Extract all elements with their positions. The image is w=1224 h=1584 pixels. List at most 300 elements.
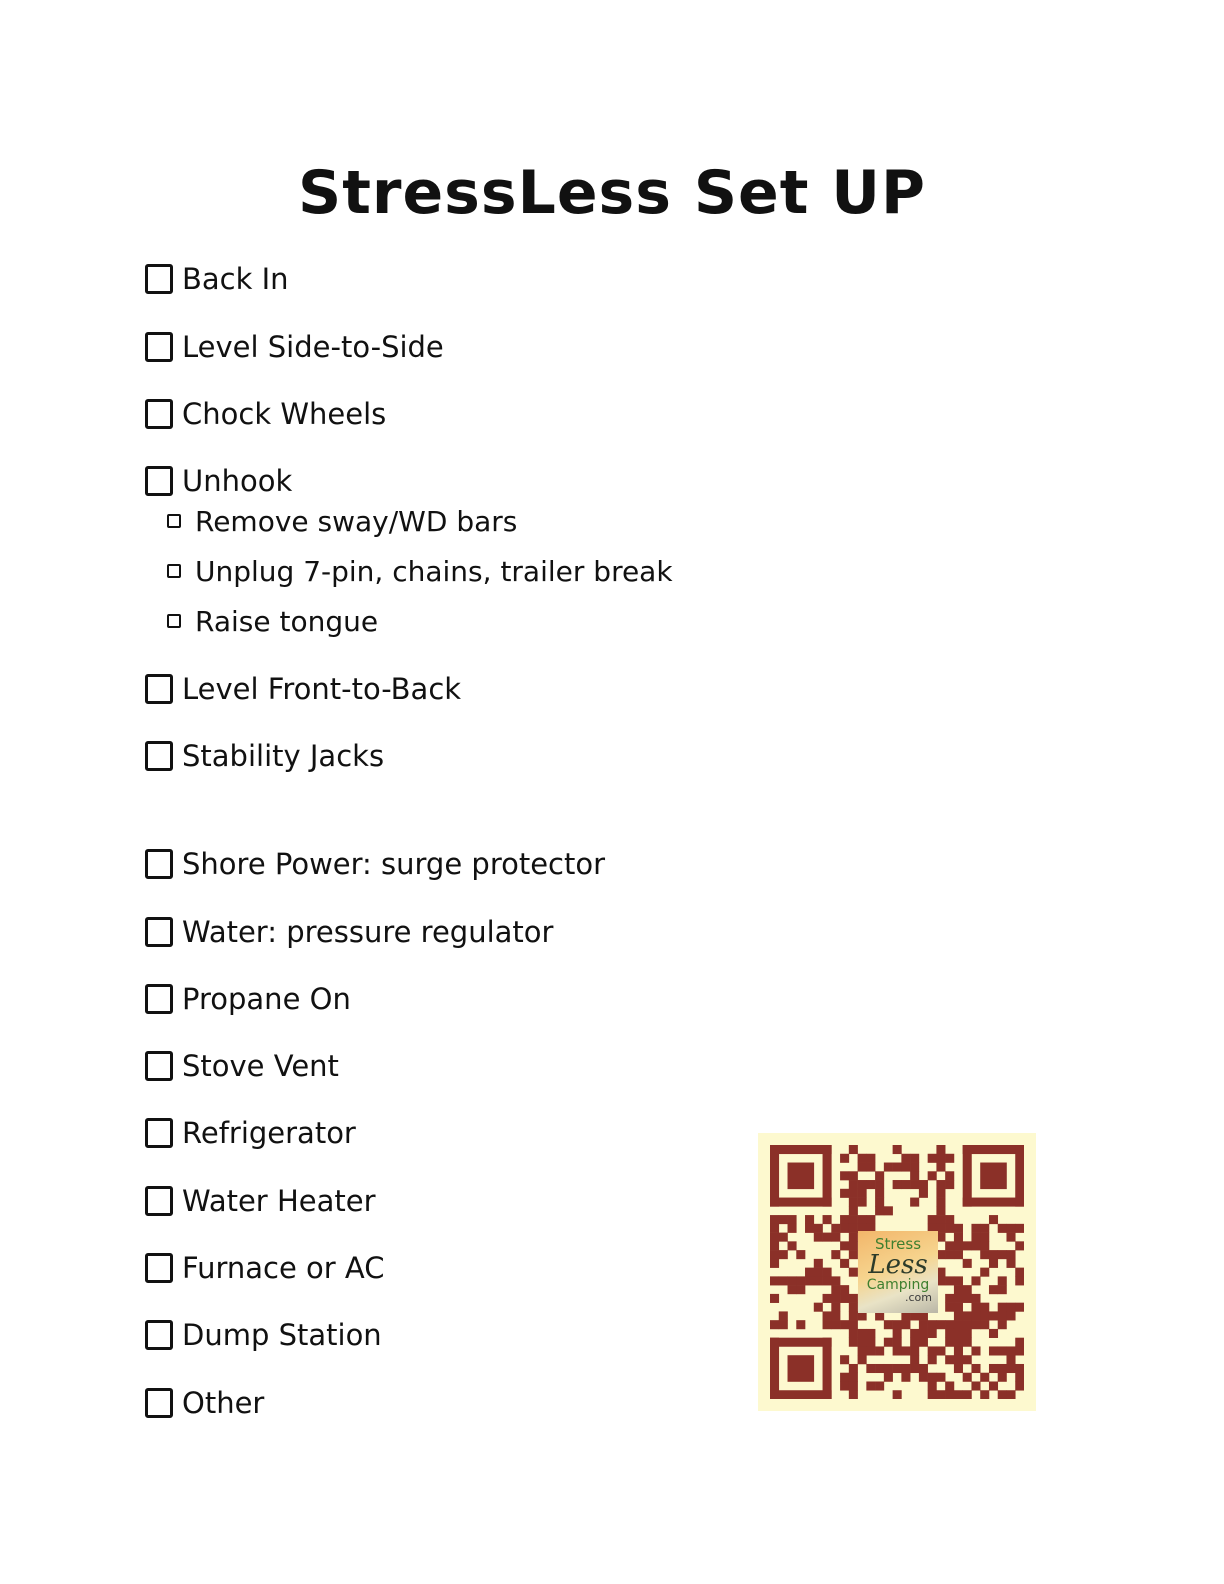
qr-module [928,1373,937,1382]
checklist-item-level-front[interactable] [145,669,461,709]
qr-module [831,1276,840,1285]
qr-module [1006,1355,1015,1364]
small-checkbox-icon[interactable] [167,564,181,578]
qr-module [884,1364,893,1373]
sub-item-label: Remove sway/WD bars [195,504,518,538]
checkbox-icon[interactable] [145,849,173,879]
qr-module [779,1215,788,1224]
qr-module [823,1338,832,1399]
qr-module [788,1285,797,1294]
qr-module [840,1224,849,1233]
qr-module [849,1215,858,1224]
qr-module [893,1145,902,1154]
qr-module [963,1145,1024,1154]
qr-module [971,1320,980,1329]
page-title: StressLess Set UP [297,158,926,228]
qr-module [998,1311,1007,1320]
checkbox-icon[interactable] [145,741,173,771]
checklist-item-label: Shore Power: surge protector [182,847,606,881]
qr-module [989,1381,998,1390]
qr-module [954,1285,963,1294]
qr-module [980,1311,989,1320]
qr-module [963,1320,972,1329]
qr-module [893,1320,902,1329]
qr-module [849,1198,858,1207]
qr-module [980,1320,989,1329]
qr-module [919,1180,928,1189]
qr-module [989,1215,998,1224]
qr-module [849,1303,858,1312]
qr-module [989,1311,998,1320]
qr-module [866,1163,875,1172]
qr-module [989,1329,998,1338]
qr-module [963,1294,972,1303]
qr-module [1015,1303,1024,1312]
qr-module [945,1329,954,1338]
qr-module [998,1285,1007,1294]
qr-module [849,1241,858,1250]
qr-module [910,1329,919,1338]
qr-module [998,1303,1007,1312]
checklist-item-back-in[interactable] [145,259,289,299]
qr-module [805,1215,814,1224]
qr-module [884,1320,893,1329]
checkbox-icon[interactable] [145,917,173,947]
checkbox-icon[interactable] [145,984,173,1014]
qr-module [831,1285,840,1294]
qr-module [840,1241,849,1250]
qr-module [963,1241,972,1250]
qr-module [998,1390,1007,1399]
qr-module [796,1320,805,1329]
qr-module [971,1346,980,1355]
checkbox-icon[interactable] [145,1186,173,1216]
qr-module [770,1276,779,1285]
qr-module [928,1390,937,1399]
qr-module [770,1233,779,1242]
qr-module [945,1224,954,1233]
qr-code [758,1133,1036,1411]
qr-module [998,1373,1007,1382]
qr-module [901,1154,910,1163]
qr-module [858,1180,867,1189]
checklist-item-shore-power[interactable] [145,844,605,884]
qr-module [1006,1346,1015,1355]
qr-module [875,1364,884,1373]
qr-module [770,1250,779,1259]
qr-module [840,1294,849,1303]
qr-module [910,1163,919,1172]
checklist-item-dump-station[interactable] [145,1315,382,1355]
qr-module [770,1294,779,1303]
checklist-item-unhook[interactable] [145,461,292,501]
qr-module [936,1189,945,1198]
qr-module [954,1303,963,1312]
qr-module [875,1198,884,1207]
qr-module [866,1329,875,1338]
qr-module [849,1390,858,1399]
qr-module [866,1180,875,1189]
checklist-item-label: Back In [182,262,289,296]
checklist-item-water-heater[interactable] [145,1181,376,1221]
qr-module [840,1381,849,1390]
qr-module [963,1145,972,1207]
checklist-item-refrigerator[interactable] [145,1113,356,1153]
qr-module [954,1276,963,1285]
qr-module [866,1346,875,1355]
qr-module [849,1381,858,1390]
qr-module [963,1198,1024,1207]
qr-module [1006,1303,1015,1312]
qr-module [831,1233,840,1242]
checklist-item-stability-jacks[interactable] [145,736,384,776]
qr-module [945,1180,954,1189]
qr-module [875,1206,884,1215]
qr-module [963,1355,972,1364]
qr-module [858,1346,867,1355]
qr-module [998,1276,1007,1285]
qr-module [770,1224,779,1233]
qr-module [814,1259,823,1268]
qr-module [963,1338,972,1347]
qr-module [1015,1364,1024,1373]
qr-module [954,1311,963,1320]
qr-module [971,1294,980,1303]
qr-module [936,1320,945,1329]
qr-module [858,1198,867,1207]
qr-module [945,1241,954,1250]
qr-module [928,1320,937,1329]
sub-item-remove-sway[interactable] [167,503,517,539]
qr-module [971,1224,980,1233]
qr-module [1015,1241,1024,1250]
checkbox-icon[interactable] [145,264,173,294]
qr-module [919,1329,928,1338]
checklist-item-label: Furnace or AC [182,1251,385,1285]
checkbox-icon[interactable] [145,399,173,429]
qr-module [849,1171,858,1180]
qr-module [875,1171,884,1180]
qr-module [805,1224,814,1233]
qr-module [831,1303,840,1312]
sub-item-label: Raise tongue [195,604,379,638]
qr-module [823,1233,832,1242]
qr-module [901,1373,910,1382]
qr-module [805,1268,814,1277]
qr-module [936,1373,945,1382]
qr-module [1006,1259,1015,1268]
qr-module [893,1338,902,1347]
qr-module [823,1268,832,1277]
checklist-item-label: Unhook [182,464,293,498]
qr-module [831,1320,840,1329]
qr-module [980,1250,989,1259]
qr-module [998,1346,1007,1355]
checklist-item-other[interactable] [145,1383,264,1423]
qr-module [866,1338,875,1347]
qr-module [840,1285,849,1294]
small-checkbox-icon[interactable] [167,614,181,628]
qr-module [823,1294,832,1303]
qr-module [849,1189,858,1198]
qr-module [971,1241,980,1250]
qr-module [971,1303,980,1312]
qr-module [901,1163,910,1172]
qr-module [893,1329,902,1338]
checklist-item-label: Refrigerator [182,1116,356,1150]
qr-module [858,1338,867,1347]
qr-module [1015,1381,1024,1390]
logo-text-less: Less [868,1250,928,1280]
qr-module [849,1338,858,1347]
checklist-item-water[interactable] [145,912,553,952]
checklist-item-level-side[interactable] [145,327,444,367]
qr-module [910,1154,919,1163]
qr-module [858,1355,867,1364]
qr-module [770,1241,779,1250]
qr-module [1006,1233,1015,1242]
qr-module [814,1233,823,1242]
qr-module [866,1364,875,1373]
qr-module [954,1320,963,1329]
qr-module [963,1311,972,1320]
qr-module [928,1154,937,1163]
checklist-item-label: Level Front-to-Back [182,672,462,706]
qr-module [814,1268,823,1277]
qr-module [936,1163,945,1172]
qr-module [954,1233,963,1242]
qr-module [936,1346,945,1355]
qr-module [831,1294,840,1303]
checklist-item-label: Dump Station [182,1318,382,1352]
checkbox-icon[interactable] [145,674,173,704]
qr-module [849,1329,858,1338]
qr-module [796,1276,805,1285]
qr-module [919,1189,928,1198]
qr-module [866,1154,875,1163]
qr-module [823,1145,832,1207]
qr-module [866,1381,875,1390]
qr-module [989,1250,998,1259]
qr-module [779,1276,788,1285]
qr-module [849,1180,858,1189]
qr-module [849,1364,858,1373]
qr-module [866,1215,875,1224]
qr-module [954,1355,963,1364]
qr-module [998,1364,1007,1373]
qr-module [849,1311,858,1320]
checklist-item-furnace[interactable] [145,1248,385,1288]
qr-module [945,1215,954,1224]
sub-item-unplug[interactable] [167,553,673,589]
qr-module [954,1241,963,1250]
logo-text-camping: Camping [866,1277,930,1293]
qr-module [814,1276,823,1285]
qr-module [954,1294,963,1303]
qr-module [928,1171,937,1180]
qr-module [928,1355,937,1364]
qr-module [928,1215,937,1224]
checklist-item-label: Other [182,1386,265,1420]
checklist-item-label: Water Heater [182,1184,376,1218]
qr-module [954,1224,963,1233]
qr-module [980,1390,989,1399]
qr-module [971,1233,980,1242]
qr-module [831,1311,840,1320]
qr-module [823,1320,832,1329]
checkbox-icon[interactable] [145,466,173,496]
qr-module [936,1390,945,1399]
qr-module [840,1189,849,1198]
qr-module [858,1154,867,1163]
qr-module [963,1373,972,1382]
qr-module [770,1198,832,1207]
checklist-item-propane[interactable] [145,979,351,1019]
qr-module [901,1320,910,1329]
qr-module [954,1364,963,1373]
qr-module [779,1233,788,1242]
qr-module [928,1346,937,1355]
checklist-item-label: Water: pressure regulator [182,915,554,949]
checkbox-icon[interactable] [145,1051,173,1081]
qr-module [954,1346,963,1355]
qr-module [980,1373,989,1382]
qr-module [849,1268,858,1277]
qr-module [849,1206,858,1215]
qr-module [770,1390,832,1399]
qr-module [901,1346,910,1355]
qr-module [963,1259,972,1268]
checkbox-icon[interactable] [145,1388,173,1418]
qr-module [928,1381,937,1390]
qr-module [980,1303,989,1312]
qr-module [989,1364,998,1373]
qr-module [954,1390,963,1399]
qr-module [823,1311,832,1320]
qr-module [945,1276,954,1285]
qr-module [849,1224,858,1233]
qr-module [945,1294,954,1303]
qr-module [884,1163,893,1172]
qr-module [910,1180,919,1189]
qr-module [1006,1224,1015,1233]
qr-module [945,1303,954,1312]
qr-module [998,1224,1007,1233]
qr-module [954,1250,963,1259]
qr-module [1015,1338,1024,1347]
qr-module [901,1180,910,1189]
qr-module [840,1215,849,1224]
qr-module [840,1259,849,1268]
qr-module [823,1215,832,1224]
qr-module [1006,1390,1015,1399]
sub-item-raise-tongue[interactable] [167,603,378,639]
checklist-item-label: Stove Vent [182,1049,339,1083]
qr-module [1015,1145,1024,1207]
qr-module [1015,1268,1024,1277]
qr-module [980,1241,989,1250]
qr-module [980,1163,1007,1190]
qr-module [945,1154,954,1163]
qr-module [770,1338,779,1399]
qr-module [788,1276,797,1285]
qr-module [936,1154,945,1163]
qr-module [963,1329,972,1338]
qr-module [936,1215,945,1224]
qr-module [910,1355,919,1364]
qr-module [893,1346,902,1355]
qr-module [875,1381,884,1390]
qr-module [919,1364,928,1373]
qr-module [1015,1276,1024,1285]
checkbox-icon[interactable] [145,332,173,362]
qr-module [954,1329,963,1338]
checklist-item-label: Stability Jacks [182,739,385,773]
qr-module [989,1346,998,1355]
qr-module [893,1390,902,1399]
qr-module [971,1276,980,1285]
qr-module [840,1355,849,1364]
qr-module [788,1215,797,1224]
qr-module [893,1364,902,1373]
qr-module [989,1259,998,1268]
qr-module [788,1224,797,1233]
qr-module [910,1171,919,1180]
qr-module [936,1206,945,1215]
qr-module [919,1373,928,1382]
qr-module [849,1145,858,1154]
qr-module [998,1320,1007,1329]
qr-module [796,1285,805,1294]
qr-module [770,1338,832,1347]
sub-item-label: Unplug 7-pin, chains, trailer break [195,554,673,588]
qr-module [814,1303,823,1312]
qr-module [779,1311,788,1320]
checklist-item-stove-vent[interactable] [145,1046,339,1086]
qr-module [1006,1250,1015,1259]
checklist-item-chock-wheels[interactable] [145,394,386,434]
qr-module [770,1259,779,1268]
checkbox-icon[interactable] [145,1118,173,1148]
qr-module [849,1373,858,1382]
qr-module [840,1154,849,1163]
qr-module [945,1171,954,1180]
qr-module [936,1180,945,1189]
qr-module [770,1215,779,1224]
qr-module [980,1268,989,1277]
logo-text-com: .com [905,1291,932,1304]
qr-module [840,1320,849,1329]
qr-module [980,1233,989,1242]
qr-module [875,1189,884,1198]
qr-module [840,1171,849,1180]
qr-module [910,1198,919,1207]
qr-module [971,1311,980,1320]
checkbox-icon[interactable] [145,1320,173,1350]
qr-module [884,1206,893,1215]
qr-module [963,1285,972,1294]
checklist-item-label: Level Side-to-Side [182,330,444,364]
qr-module [919,1320,928,1329]
qr-module [893,1163,902,1172]
small-checkbox-icon[interactable] [167,514,181,528]
qr-module [945,1338,954,1347]
checkbox-icon[interactable] [145,1253,173,1283]
qr-module [788,1163,815,1190]
qr-module [928,1329,937,1338]
qr-module [971,1381,980,1390]
qr-module [805,1276,814,1285]
